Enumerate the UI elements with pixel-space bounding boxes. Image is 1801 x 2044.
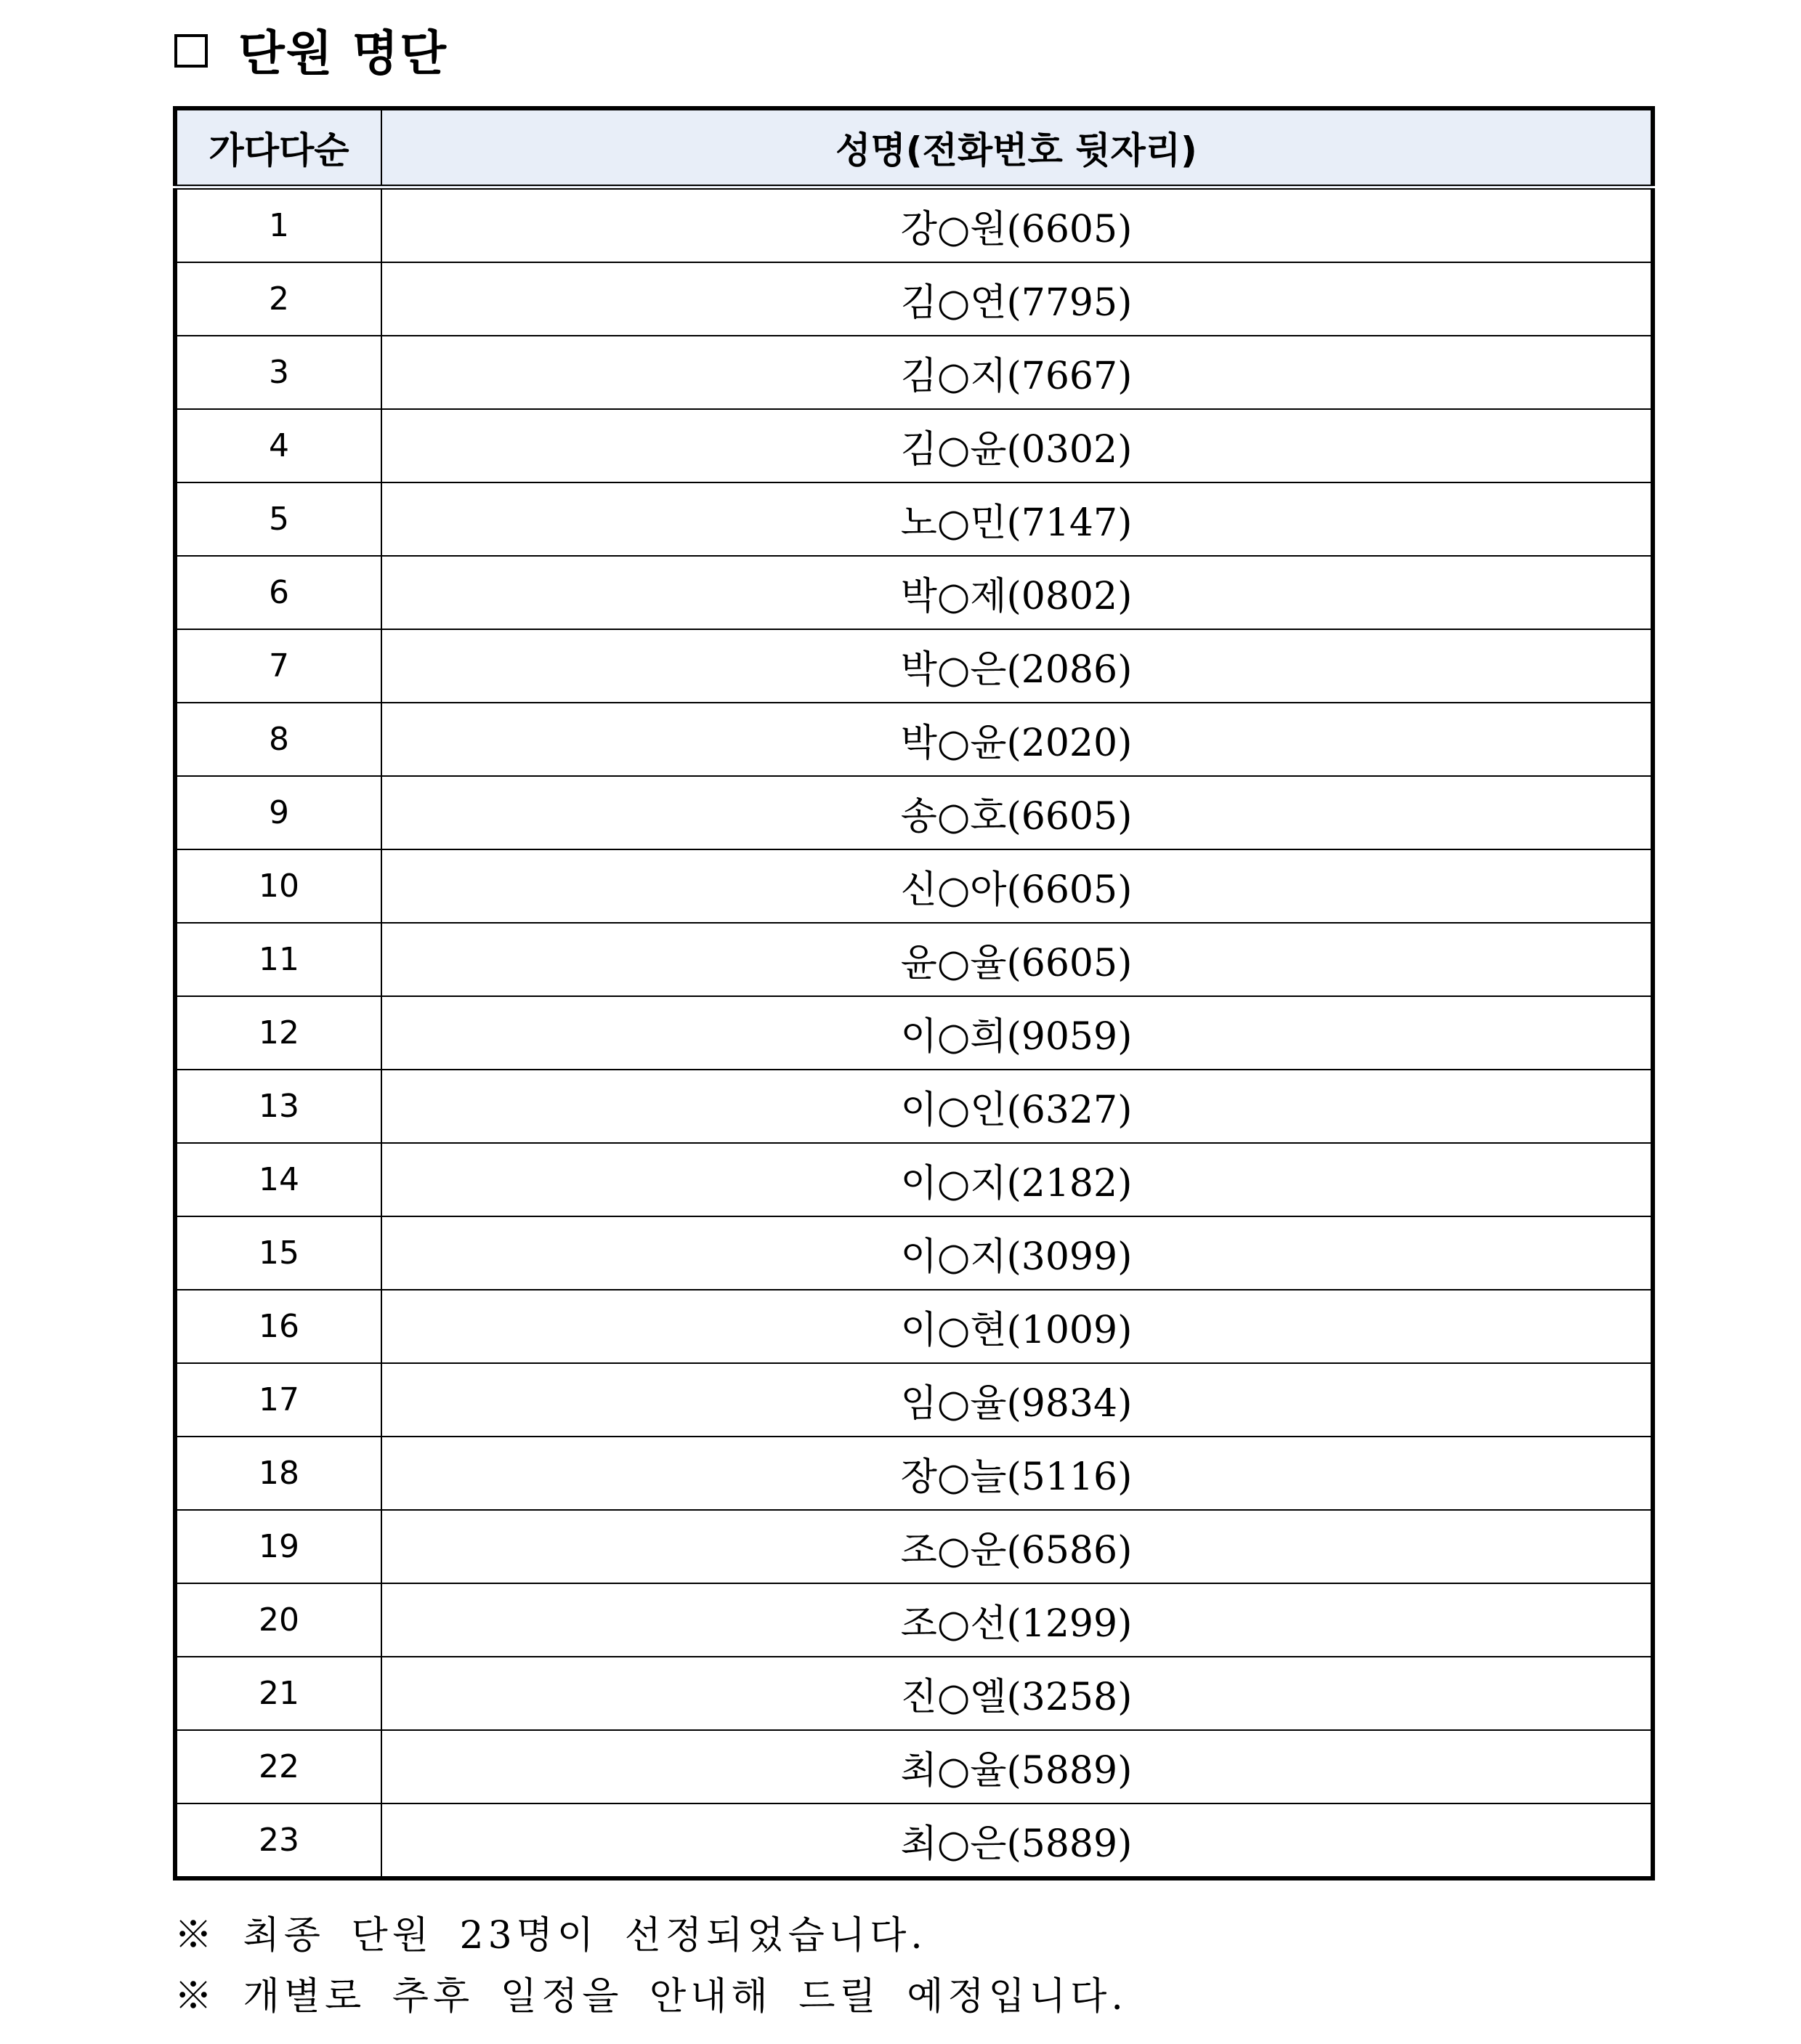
row-order: 23: [175, 1803, 381, 1878]
table-row: [175, 849, 1653, 923]
row-member-name: 신○아(6605): [381, 849, 1653, 923]
row-member-name: 장○늘(5116): [381, 1437, 1653, 1510]
row-member-name: 박○제(0802): [381, 556, 1653, 629]
row-order: 20: [175, 1583, 381, 1657]
table-row: [175, 1290, 1653, 1363]
row-member-name: 송○호(6605): [381, 776, 1653, 849]
row-order: 22: [175, 1730, 381, 1803]
table-row: [175, 1583, 1653, 1657]
table-row: [175, 703, 1653, 776]
table-header-row: [175, 108, 1653, 187]
table-row: [175, 1363, 1653, 1437]
row-member-name: 강○원(6605): [381, 187, 1653, 263]
note-schedule-notice: ※ 개별로 추후 일정을 안내해 드릴 예정입니다.: [174, 1975, 1128, 2019]
table-row: [175, 629, 1653, 703]
table-row: [175, 1437, 1653, 1510]
row-member-name: 최○은(5889): [381, 1803, 1653, 1878]
row-member-name: 이○현(1009): [381, 1290, 1653, 1363]
row-order: 18: [175, 1437, 381, 1510]
row-order: 5: [175, 482, 381, 556]
row-member-name: 이○희(9059): [381, 996, 1653, 1070]
row-order: 2: [175, 262, 381, 336]
table-row: [175, 409, 1653, 482]
table-row: [175, 482, 1653, 556]
row-order: 17: [175, 1363, 381, 1437]
checkbox-square-icon: [174, 34, 208, 68]
row-member-name: 이○인(6327): [381, 1070, 1653, 1143]
table-row: [175, 1143, 1653, 1216]
row-member-name: 조○선(1299): [381, 1583, 1653, 1657]
row-member-name: 박○은(2086): [381, 629, 1653, 703]
table-row: [175, 1730, 1653, 1803]
row-order: 3: [175, 336, 381, 409]
row-member-name: 윤○율(6605): [381, 923, 1653, 996]
row-member-name: 이○지(2182): [381, 1143, 1653, 1216]
section-title: [174, 16, 448, 81]
row-member-name: 최○율(5889): [381, 1730, 1653, 1803]
table-row: [175, 262, 1653, 336]
header-order: 가다다순: [175, 108, 381, 187]
row-order: 15: [175, 1216, 381, 1290]
row-order: 6: [175, 556, 381, 629]
row-order: 9: [175, 776, 381, 849]
row-member-name: 이○지(3099): [381, 1216, 1653, 1290]
row-order: 12: [175, 996, 381, 1070]
row-member-name: 박○윤(2020): [381, 703, 1653, 776]
row-order: 13: [175, 1070, 381, 1143]
table-row: [175, 776, 1653, 849]
row-member-name: 김○연(7795): [381, 262, 1653, 336]
row-order: 21: [175, 1657, 381, 1730]
table-row: [175, 996, 1653, 1070]
table-row: [175, 187, 1653, 263]
row-member-name: 진○엘(3258): [381, 1657, 1653, 1730]
table-row: [175, 556, 1653, 629]
row-member-name: 노○민(7147): [381, 482, 1653, 556]
table-row: [175, 336, 1653, 409]
table-body: [175, 187, 1653, 1879]
row-order: 4: [175, 409, 381, 482]
table-row: [175, 923, 1653, 996]
note-final-selection: ※ 최종 단원 23명이 선정되었습니다.: [174, 1914, 927, 1958]
table-row: [175, 1803, 1653, 1878]
row-member-name: 임○율(9834): [381, 1363, 1653, 1437]
row-order: 19: [175, 1510, 381, 1583]
table-row: [175, 1657, 1653, 1730]
row-order: 10: [175, 849, 381, 923]
header-name: 성명(전화번호 뒷자리): [381, 108, 1653, 187]
row-order: 7: [175, 629, 381, 703]
row-order: 1: [175, 187, 381, 263]
table-row: [175, 1070, 1653, 1143]
table-row: [175, 1216, 1653, 1290]
table-row: [175, 1510, 1653, 1583]
notes: [174, 1905, 1128, 2027]
row-member-name: 김○지(7667): [381, 336, 1653, 409]
section-title-text: 단원 명단: [238, 25, 448, 81]
row-order: 16: [175, 1290, 381, 1363]
row-order: 14: [175, 1143, 381, 1216]
row-order: 8: [175, 703, 381, 776]
row-order: 11: [175, 923, 381, 996]
row-member-name: 김○윤(0302): [381, 409, 1653, 482]
member-roster-table: [173, 106, 1655, 1881]
row-member-name: 조○운(6586): [381, 1510, 1653, 1583]
